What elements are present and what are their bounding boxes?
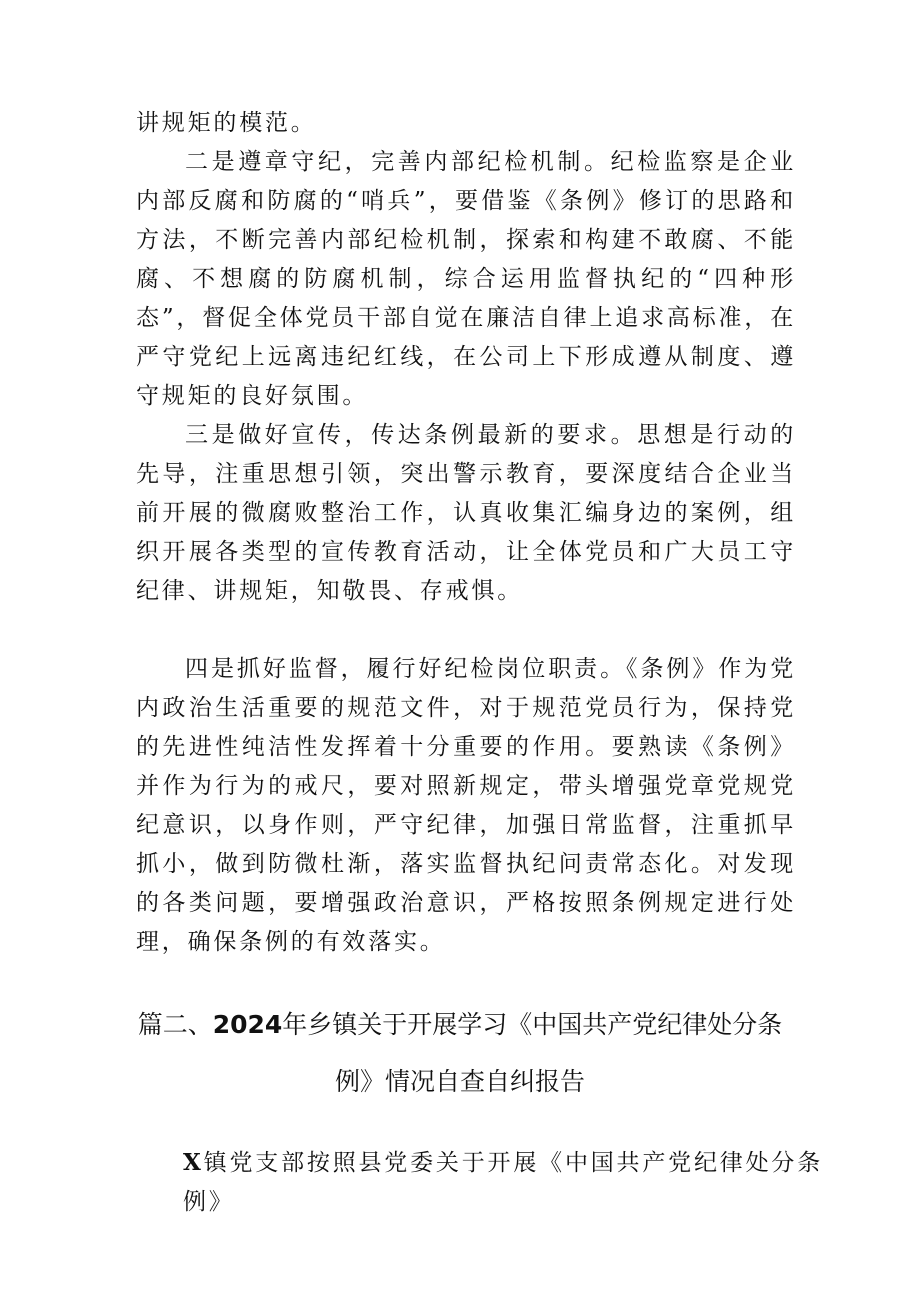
heading-title-part: 年乡镇关于开展学习《中国共产党纪律处分条 bbox=[282, 1010, 783, 1039]
section-heading-line-1 bbox=[0, 1010, 920, 1040]
paragraph-point-four: 四是抓好监督，履行好纪检岗位职责。《条例》作为党内政治生活重要的规范文件，对于规范党员行为，保持党的先进性纯洁性发挥着十分重要的作用。要熟读《条例》并作为行为的戒尺，要对照新规定，带头增强党章党规党纪意识，以身作则，严守纪律，加强日常监督，注重抓早抓小，做到防微杜渐，落实监督执纪问责常态化。对发现的各类问题，要增强政治意识，严格按照条例规定进行处理，确保条例的有效落实。 bbox=[136, 656, 796, 955]
paragraph-report-start bbox=[183, 1143, 823, 1222]
heading-prefix: 篇二、 bbox=[137, 1010, 213, 1039]
paragraph-point-two: 二是遵章守纪，完善内部纪检机制。纪检监察是企业内部反腐和防腐的“哨兵”，要借鉴《条例》修订的思路和方法，不断完善内部纪检机制，探索和构建不敢腐、不能腐、不想腐的防腐机制，综合运用监督执纪的“四种形态”，督促全体党员干部自觉在廉洁自律上追求高标准，在严守党纪上远离违纪红线，在公司上下形成遵从制度、遵守规矩的良好氛围。 bbox=[136, 149, 796, 409]
paragraph-point-three: 三是做好宣传，传达条例最新的要求。思想是行动的先导，注重思想引领，突出警示教育，要深度结合企业当前开展的微腐败整治工作，认真收集汇编身边的案例，组织开展各类型的宣传教育活动，让全体党员和广大员工守纪律、讲规矩，知敬畏、存戒惧。 bbox=[136, 422, 796, 604]
town-letter: X bbox=[183, 1149, 204, 1176]
heading-year: 2024 bbox=[212, 1010, 283, 1039]
paragraph-continuation: 讲规矩的模范。 bbox=[136, 110, 317, 136]
report-intro-text: 镇党支部按照县党委关于开展《中国共产党纪律处分条例》 bbox=[183, 1150, 823, 1215]
section-heading-line-2: 例》情况自查自纠报告 bbox=[334, 1067, 585, 1096]
